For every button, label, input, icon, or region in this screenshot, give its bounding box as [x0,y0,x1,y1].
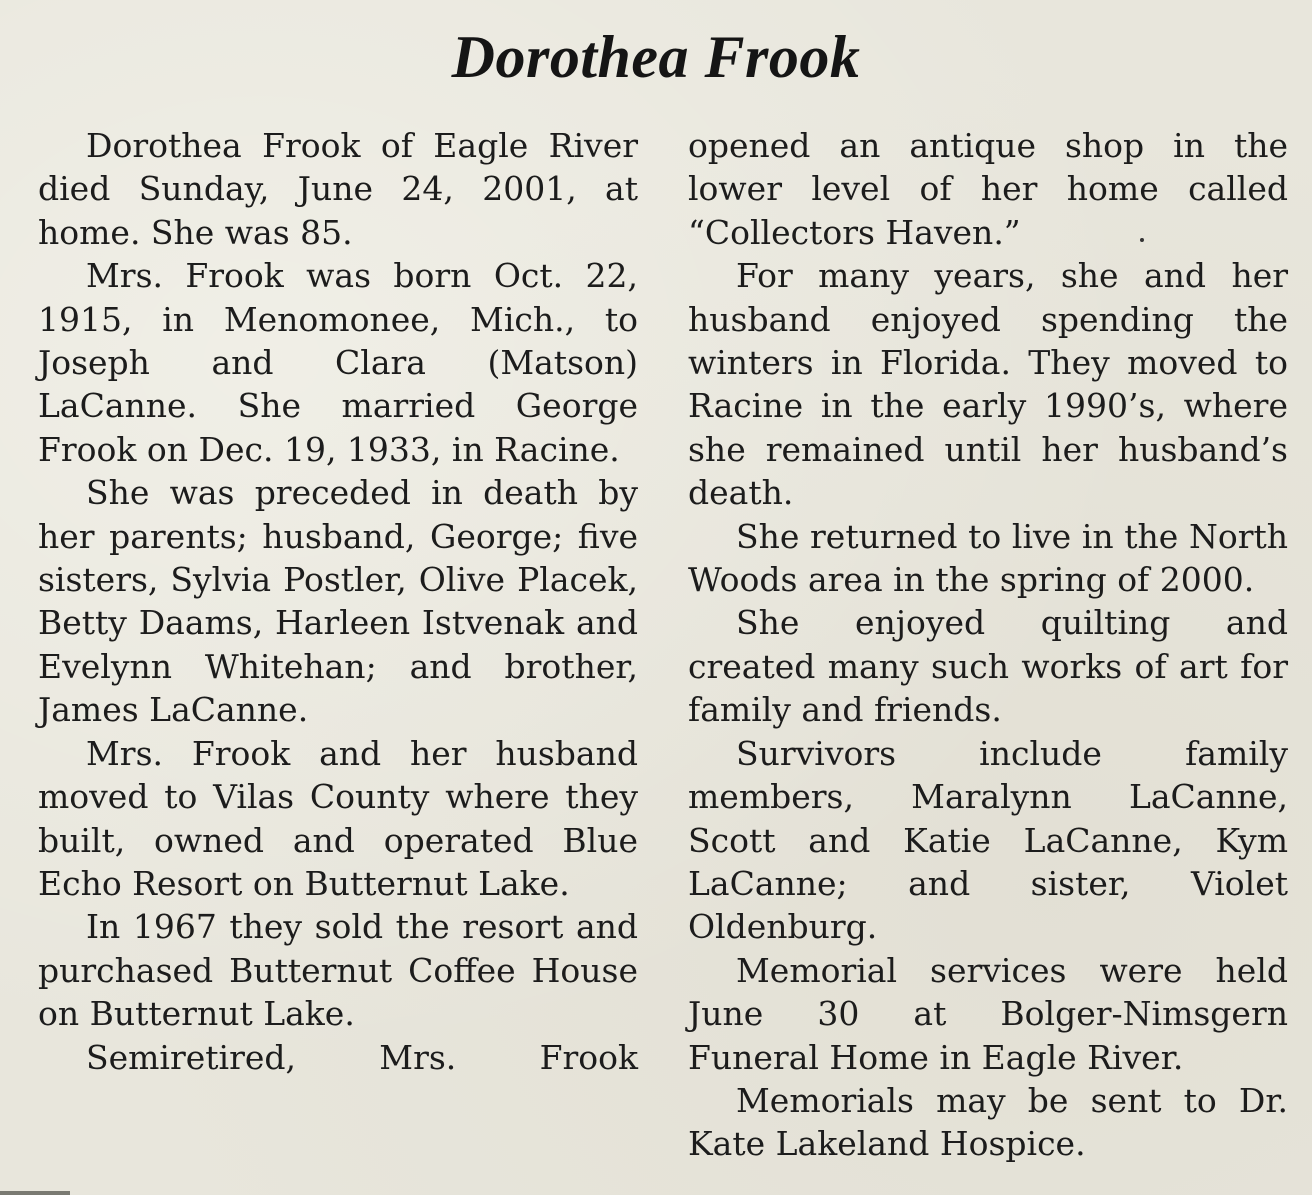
paragraph-north-woods: She returned to live in the North Woods area in the spring of 2000. [688,516,1288,600]
right-column [688,124,1288,1166]
paragraph-coffee-house: In 1967 they sold the resort and purchased Butternut Coffee House on Butternut Lake. [38,907,638,1034]
obituary-headline: Dorothea Frook [451,24,861,90]
paragraph-florida-racine: For many years, she and her husband enjoyed spending the winters in Florida. They moved to Racine in the early 1990’s, where she remained until her husband’s death. [688,256,1288,513]
paragraph-death-notice: Dorothea Frook of Eagle River died Sunday, June 24, 2001, at home. She was 85. [38,126,638,252]
paragraph-survivors: Survivors include family members, Maralynn LaCanne, Scott and Katie LaCanne, Kym LaCanne; and sister, Violet Oldenburg. [688,733,1288,947]
paragraph-memorial-services: Memorial services were held June 30 at Bolger-Nimsgern Funeral Home in Eagle River. [688,950,1288,1077]
paragraph-quilting: She enjoyed quilting and created many such works of art for family and friends. [688,603,1288,730]
paragraph-resort: Mrs. Frook and her husband moved to Vilas County where they built, owned and operated Blue Echo Resort on Butternut Lake. [38,733,638,903]
clipping-edge [0,1191,70,1195]
paragraph-memorials: Memorials may be sent to Dr. Kate Lakeland Hospice. [688,1080,1288,1164]
paragraph-semiretired: Semiretired, Mrs. Frook [86,1037,638,1077]
print-speck [1140,238,1144,242]
paragraph-birth-marriage: Mrs. Frook was born Oct. 22, 1915, in Menomonee, Mich., to Joseph and Clara (Matson) LaCanne. She married George Frook on Dec. 19, 1933, in Racine. [38,256,638,469]
paragraph-preceded-in-death: She was preceded in death by her parents; husband, George; five sisters, Sylvia Postler, Olive Placek, Betty Daams, Harleen Istvenak and Evelynn Whitehan; and brother, James LaCanne. [38,473,638,730]
paragraph-antique-shop: opened an antique shop in the lower level of her home called “Collectors Haven.” [688,126,1288,252]
left-column [38,124,638,1079]
